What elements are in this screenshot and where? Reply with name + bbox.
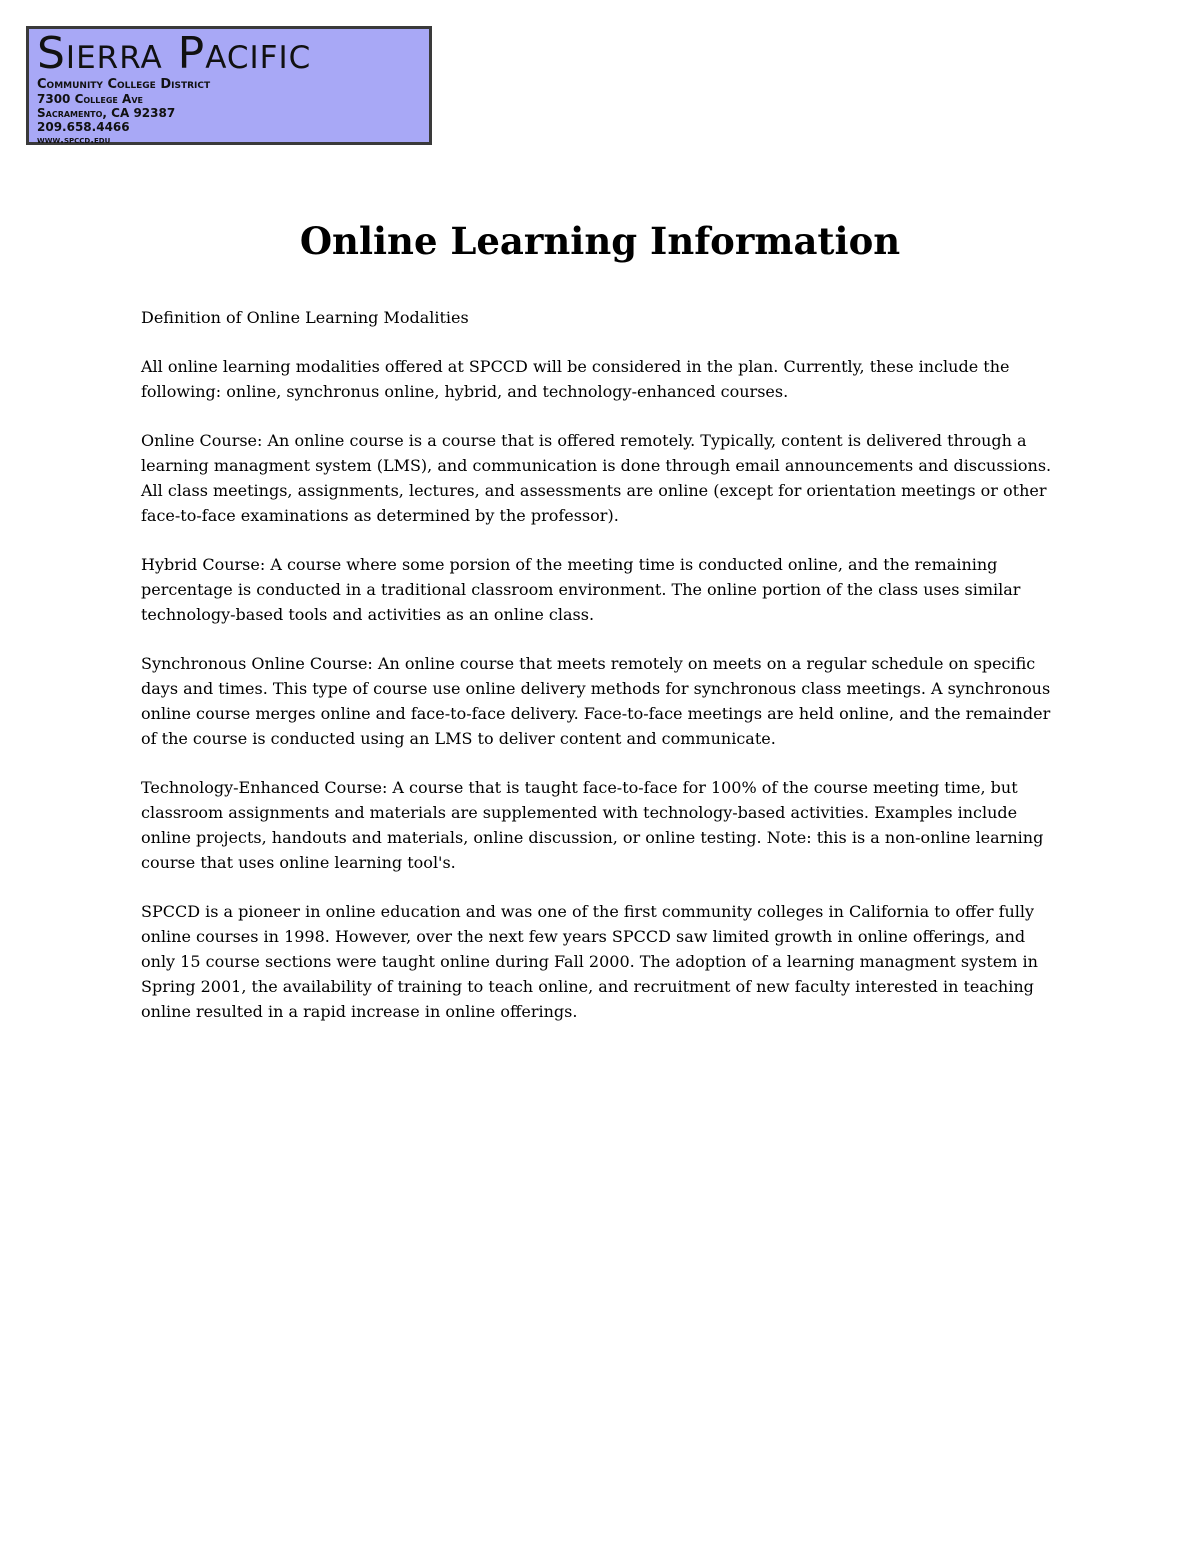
intro-paragraph: All online learning modalities offered at SPCCD will be considered in the plan. Currently, these include the following: online, synchronus online, hybrid, and technology-enhanced courses. <box>141 357 1010 401</box>
technology-enhanced-paragraph: Technology-Enhanced Course: A course that is taught face-to-face for 100% of the course meeting time, but classroom assignments and materials are supplemented with technology-based activities. Examples include online projects, handouts and materials, online discussion, or online testing. Note: this is a non-online learning course that uses online learning tool's. <box>141 778 1044 872</box>
document-title: Online Learning Information <box>299 219 901 263</box>
online-course-paragraph: Online Course: An online course is a course that is offered remotely. Typically, content is delivered through a learning managment system (LMS), and communication is done through email announcements and discussions. All class meetings, assignments, lectures, and assessments are online (except for orientation meetings or other face-to-face examinations as determined by the professor). <box>141 431 1052 525</box>
document-body <box>141 305 1061 1048</box>
letterhead-city: Sacramento, CA 92387 <box>37 106 176 120</box>
synchronous-course-paragraph: Synchronous Online Course: An online course that meets remotely on meets on a regular schedule on specific days and times. This type of course use online delivery methods for synchronous class meetings. A synchronous online course merges online and face-to-face delivery. Face-to-face meetings are held online, and the remainder of the course is conducted using an LMS to deliver content and communicate. <box>141 654 1051 748</box>
hybrid-course-paragraph: Hybrid Course: A course where some porsion of the meeting time is conducted online, and the remaining percentage is conducted in a traditional classroom environment. The online portion of the class uses similar technology-based tools and activities as an online class. <box>141 555 1021 624</box>
history-paragraph: SPCCD is a pioneer in online education and was one of the first community colleges in California to offer fully online courses in 1998. However, over the next few years SPCCD saw limited growth in online offerings, and only 15 course sections were taught online during Fall 2000. The adoption of a learning managment system in Spring 2001, the availability of training to teach online, and recruitment of new faculty interested in teaching online resulted in a rapid increase in online offerings. <box>141 902 1038 1021</box>
letterhead-subtitle: Community College District <box>37 77 211 92</box>
letterhead-phone: 209.658.4466 <box>37 120 130 134</box>
letterhead <box>26 26 432 145</box>
letterhead-name: Sierra Pacific <box>37 28 312 79</box>
section-heading: Definition of Online Learning Modalities <box>141 308 469 327</box>
letterhead-street: 7300 College Ave <box>37 92 143 106</box>
letterhead-website: www.spccd.edu <box>37 135 111 146</box>
